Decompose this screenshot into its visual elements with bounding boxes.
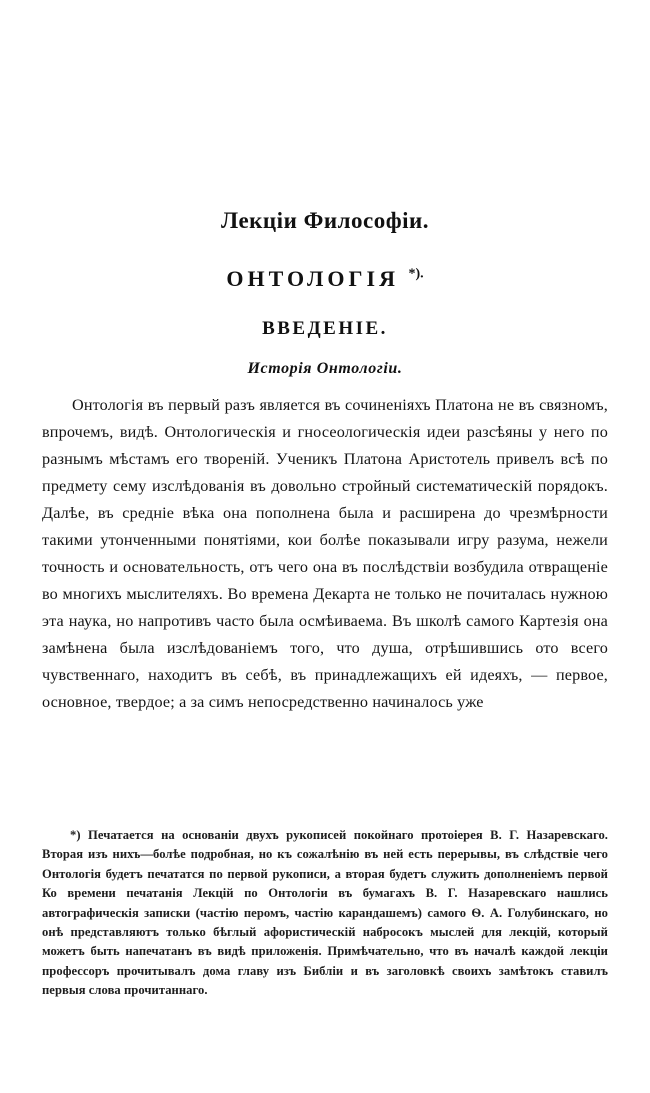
topic-heading: Исторія Онтологіи. <box>247 360 403 377</box>
page-content <box>42 208 608 716</box>
body-paragraph: Онтологія въ первый разъ является въ сочиненіяхъ Платона не въ связномъ, впрочемъ, видѣ. Онтологическія и гносеологическія идеи разсѣяны у него по разнымъ мѣстамъ его твореній. Ученикъ Платона Аристотель привелъ всѣ по предмету сему изслѣдованія въ довольно стройный систематическій порядокъ. Далѣе, въ средніе вѣка она пополнена была и расширена до чрезмѣрности такими утонченными понятіями, кои болѣе показывали игру разума, нежели точность и основательность, отъ чего она въ послѣдствіи возбудила отвращеніе во многихъ мыслителяхъ. Во времена Декарта не только не почиталась нужною эта наука, но напротивъ часто была осмѣиваема. Въ школѣ самого Картезія она замѣнена была изслѣдованіемъ того, что душа, отрѣшившись ото всего чувственнаго, находитъ въ себѣ, въ принадлежащихъ ей идеяхъ, — первое, основное, твердое; а за симъ непосредственно начиналось уже <box>42 396 608 711</box>
footnote-body: Печатается на основаніи двухъ рукописей покойнаго протоіерея В. Г. Назаревскаго. Вторая изъ нихъ—болѣе подробная, но къ сожалѣнію въ ней есть перерывы, въ слѣдствіе чего Онтологія будетъ печататся по первой рукописи, а вторая будетъ служить дополненіемъ первой Ко времени печатанія Лекцій по Онтологіи въ бумагахъ В. Г. Назаревскаго нашлись автографическія записки (частію перомъ, частію карандашемъ) самого Ѳ. А. Голубинскаго, но онѣ представляютъ только бѣглый афористическій набросокъ мыслей для лекцій, который можетъ быть напечатанъ въ видѣ приложенія. Примѣчательно, что въ началѣ каждой лекціи профессоръ прочитывалъ дома главу изъ Библіи и въ заголовкѣ своихъ замѣтокъ ставилъ первыя слова прочитаннаго. <box>42 828 608 998</box>
subsection-heading: ВВЕДЕНІЕ. <box>262 318 388 339</box>
footnote-marker: *) <box>70 828 81 842</box>
section-heading <box>42 266 608 292</box>
section-heading-label: ОНТОЛОГІЯ <box>226 266 399 291</box>
footnote-block <box>42 826 608 1001</box>
footnote-paragraph <box>42 826 608 1001</box>
footnote-reference-marker: *). <box>408 266 424 282</box>
page-title: Лекціи Философіи. <box>220 208 429 233</box>
